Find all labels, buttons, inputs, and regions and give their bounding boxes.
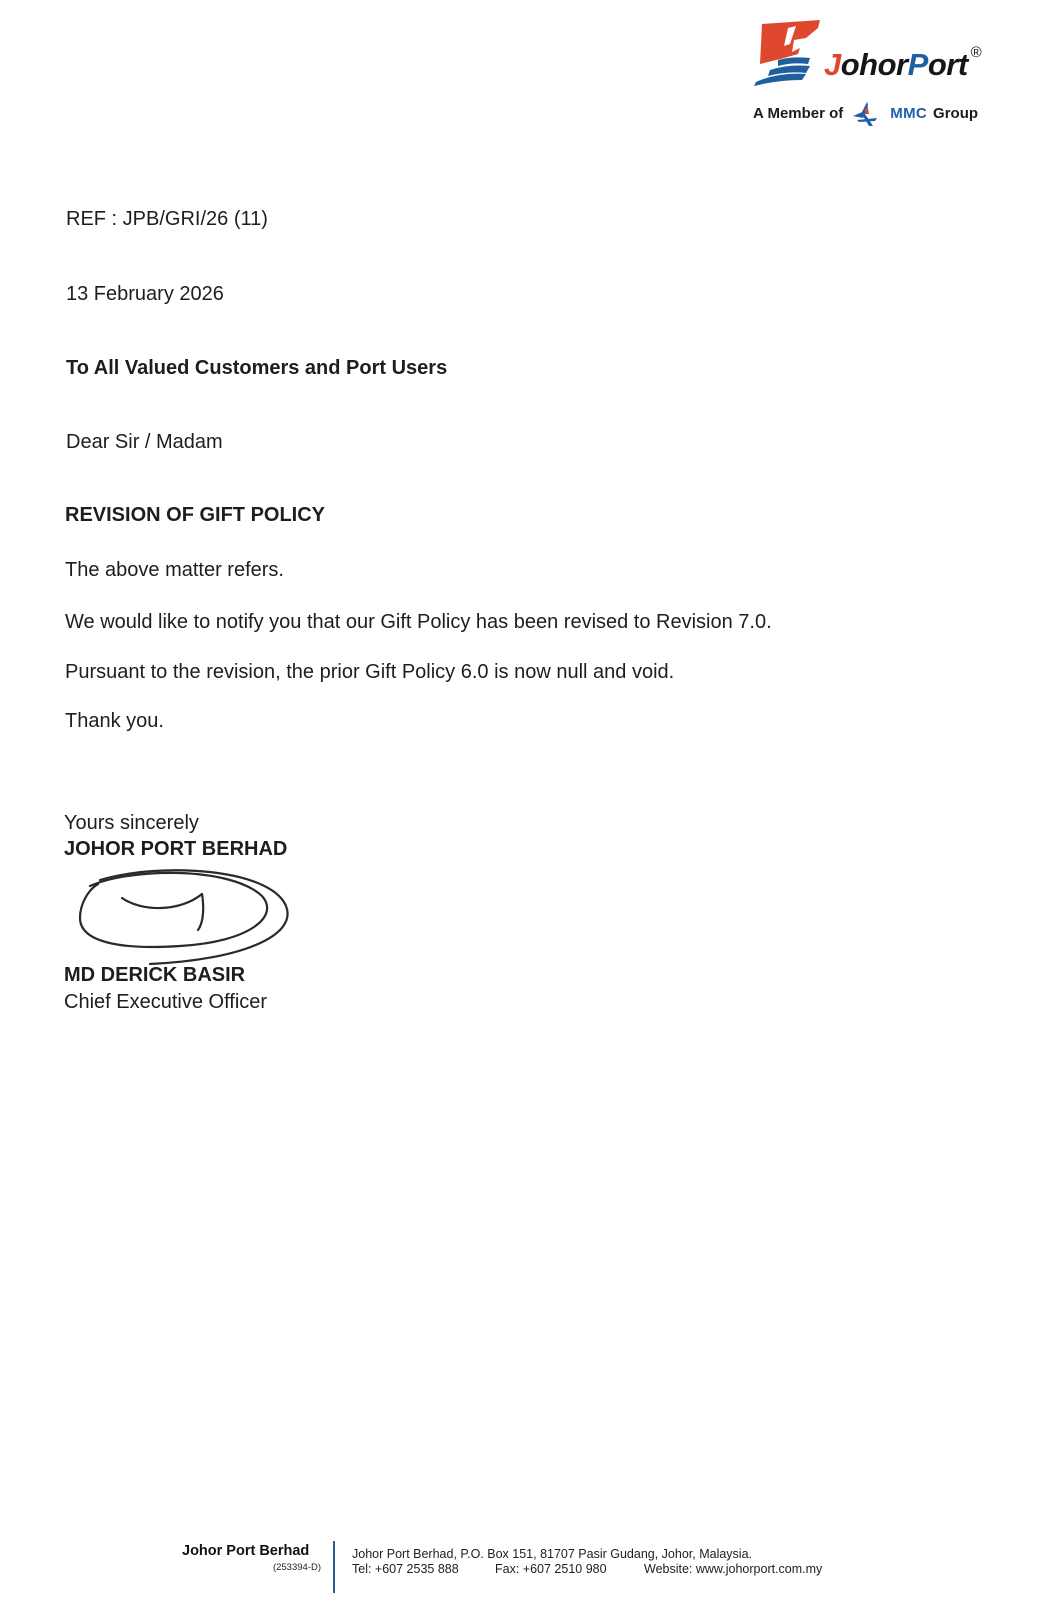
signer-name: MD DERICK BASIR — [64, 964, 246, 986]
mmc-star-icon — [851, 100, 881, 128]
closing: Yours sincerely — [64, 812, 199, 834]
footer-website[interactable]: Website: www.johorport.com.my — [644, 1562, 823, 1576]
footer-tel: Tel: +607 2535 888 — [352, 1562, 459, 1576]
mmc-brand: MMC — [890, 105, 928, 122]
body-paragraph: Pursuant to the revision, the prior Gift Policy 6.0 is now null and void. — [65, 661, 675, 683]
signing-company: JOHOR PORT BERHAD — [64, 838, 288, 860]
salutation: Dear Sir / Madam — [66, 431, 223, 453]
signer-title: Chief Executive Officer — [64, 991, 268, 1013]
body-paragraph: We would like to notify you that our Gift Policy has been revised to Revision 7.0. — [65, 611, 772, 633]
brand-wordmark: JohorPort ® — [824, 44, 982, 82]
subject-heading: REVISION OF GIFT POLICY — [65, 504, 326, 526]
reference-number: REF : JPB/GRI/26 (11) — [66, 208, 268, 230]
footer-registration: (253394-D) — [272, 1562, 321, 1573]
footer-address: Johor Port Berhad, P.O. Box 151, 81707 Pasir Gudang, Johor, Malaysia. — [352, 1547, 753, 1561]
member-suffix: Group — [933, 105, 979, 122]
recipient: To All Valued Customers and Port Users — [66, 357, 448, 379]
johor-port-emblem-icon — [748, 18, 828, 88]
footer-fax: Fax: +607 2510 980 — [495, 1562, 607, 1576]
member-of-line — [753, 100, 978, 128]
signature-icon — [70, 866, 300, 971]
footer-company-name: Johor Port Berhad — [182, 1543, 310, 1559]
member-prefix: A Member of — [753, 105, 844, 122]
body-paragraph: Thank you. — [65, 710, 164, 732]
body-paragraph: The above matter refers. — [65, 559, 284, 581]
registered-mark: ® — [970, 44, 982, 61]
letter-date: 13 February 2026 — [66, 283, 224, 305]
footer-divider — [333, 1541, 335, 1593]
